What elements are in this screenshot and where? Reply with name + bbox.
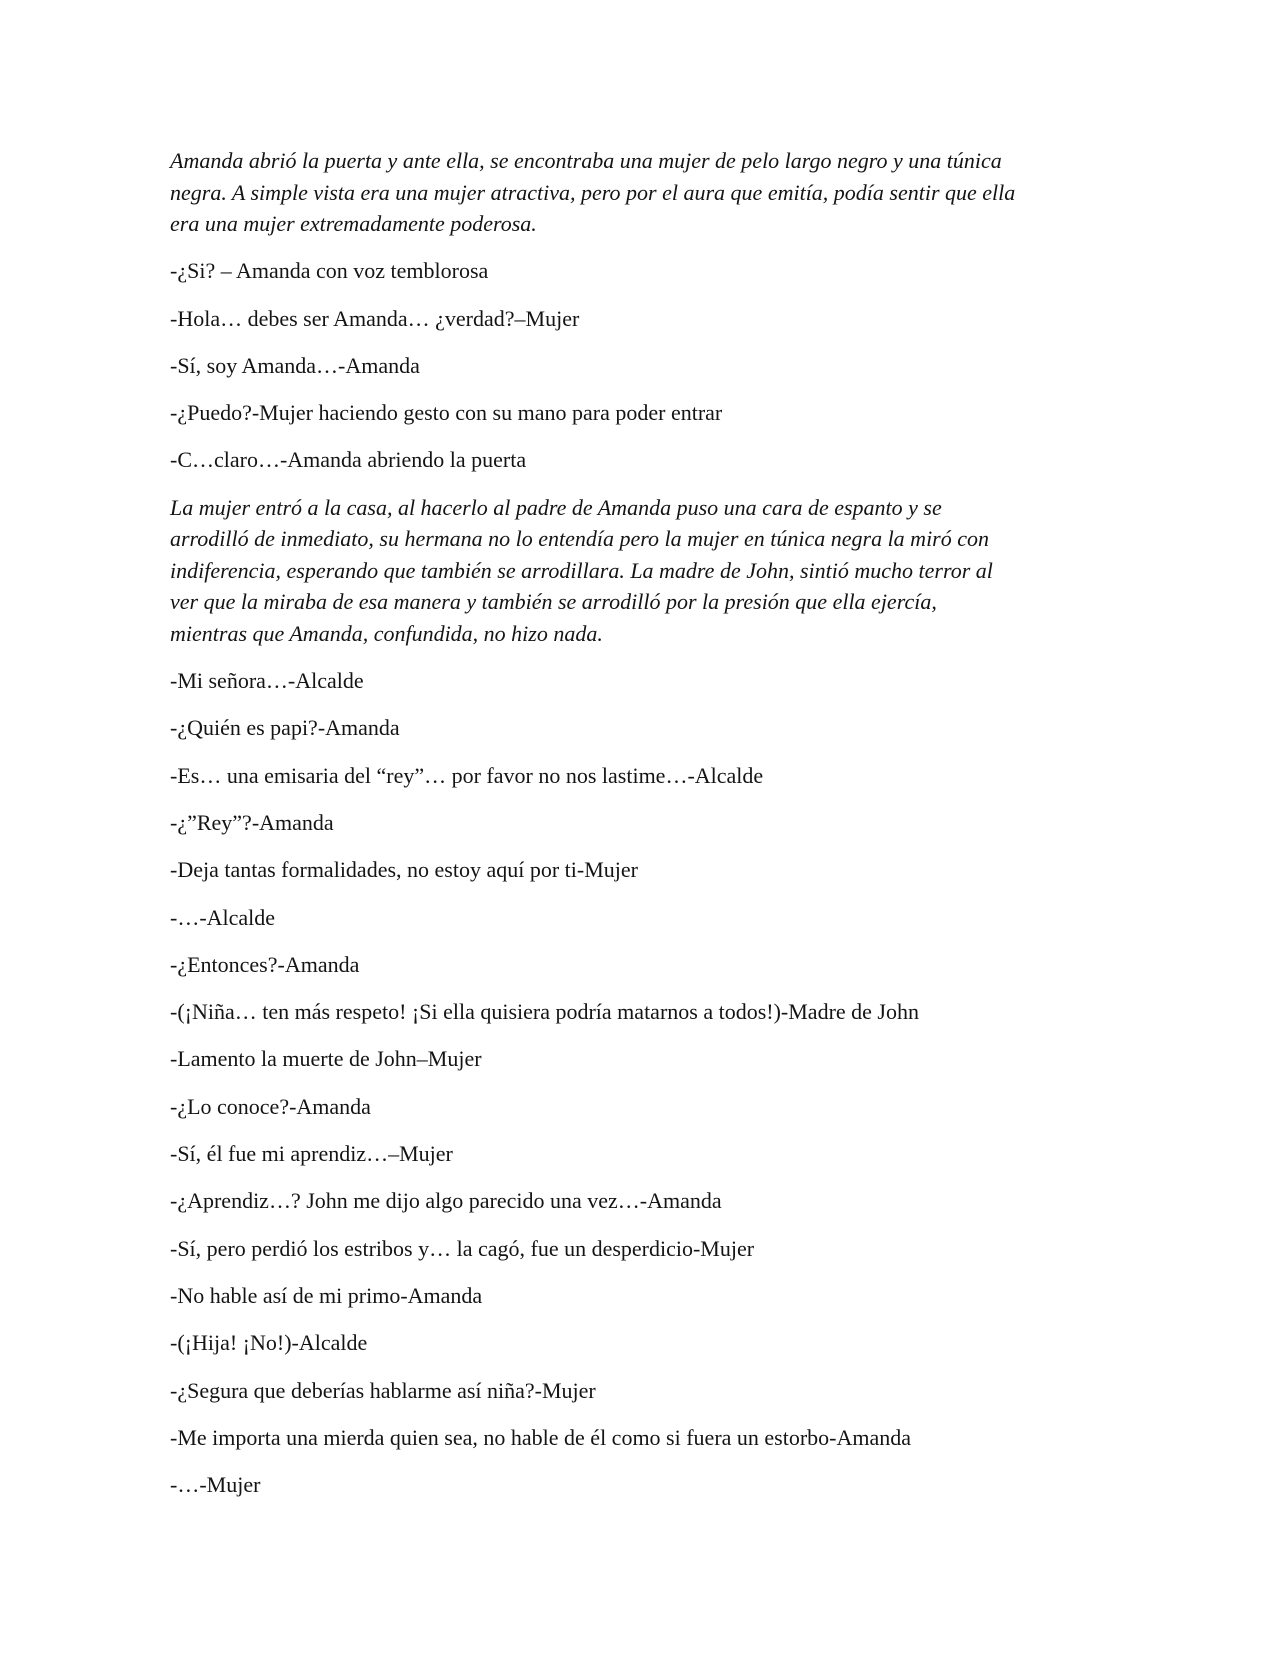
dialogue-line: -¿Segura que deberías hablarme así niña?-Mujer xyxy=(170,1377,596,1403)
dialogue-line: -Lamento la muerte de John–Mujer xyxy=(170,1046,482,1072)
dialogue-line: -Deja tantas formalidades, no estoy aquí por ti-Mujer xyxy=(170,857,638,883)
dialogue-line: -Mi señora…-Alcalde xyxy=(170,668,364,694)
dialogue-line: -…-Mujer xyxy=(170,1472,261,1498)
dialogue-line: -Sí, pero perdió los estribos y… la cagó, fue un desperdicio-Mujer xyxy=(170,1235,755,1261)
dialogue-line: -Hola… debes ser Amanda… ¿verdad?–Mujer xyxy=(170,305,580,331)
dialogue-line: -Sí, él fue mi aprendiz…–Mujer xyxy=(170,1141,453,1167)
dialogue-line: -Me importa una mierda quien sea, no hable de él como si fuera un estorbo-Amanda xyxy=(170,1424,912,1450)
dialogue-line: -(¡Hija! ¡No!)-Alcalde xyxy=(170,1330,368,1356)
narration-paragraph: Amanda abrió la puerta y ante ella, se encontraba una mujer de pelo largo negro y una túnica negra. A simple vista era una mujer atractiva, pero por el aura que emitía, podía sentir que ella era una mujer extremadamente poderosa. xyxy=(170,148,1016,236)
dialogue-line: -¿Si? – Amanda con voz temblorosa xyxy=(170,258,489,284)
dialogue-line: -(¡Niña… ten más respeto! ¡Si ella quisiera podría matarnos a todos!)-Madre de John xyxy=(170,999,919,1025)
dialogue-line: -¿”Rey”?-Amanda xyxy=(170,809,334,835)
dialogue-line: -…-Alcalde xyxy=(170,904,276,930)
dialogue-line: -C…claro…-Amanda abriendo la puerta xyxy=(170,447,527,473)
dialogue-line: -¿Lo conoce?-Amanda xyxy=(170,1093,371,1119)
dialogue-line: -¿Entonces?-Amanda xyxy=(170,951,360,977)
dialogue-line: -Es… una emisaria del “rey”… por favor no nos lastime…-Alcalde xyxy=(170,762,764,788)
dialogue-line: -¿Aprendiz…? John me dijo algo parecido una vez…-Amanda xyxy=(170,1188,722,1214)
dialogue-line: -¿Quién es papi?-Amanda xyxy=(170,715,400,741)
dialogue-line: -Sí, soy Amanda…-Amanda xyxy=(170,352,420,378)
dialogue-line: -No hable así de mi primo-Amanda xyxy=(170,1282,483,1308)
dialogue-line: -¿Puedo?-Mujer haciendo gesto con su mano para poder entrar xyxy=(170,400,723,426)
narration-paragraph: La mujer entró a la casa, al hacerlo al padre de Amanda puso una cara de espanto y se arrodilló de inmediato, su hermana no lo entendía pero la mujer en túnica negra la miró con indiferencia, esperando que también se arrodillara. La madre de John, sintió mucho terror al ver que la miraba de esa manera y también se arrodilló por la presión que ella ejercía, mientras que Amanda, confundida, no hizo nada. xyxy=(170,494,993,646)
